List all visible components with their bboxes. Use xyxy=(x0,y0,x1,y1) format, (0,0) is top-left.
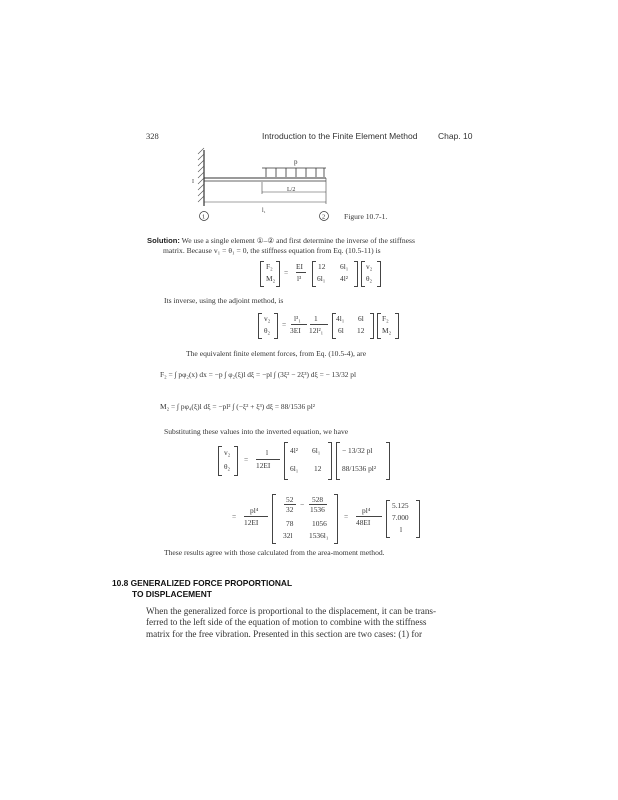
inverse-text: Its inverse, using the adjoint method, is xyxy=(164,296,284,305)
eq1-m22: 4l² xyxy=(340,274,348,283)
beam-figure xyxy=(190,146,350,228)
eq5-c1: 78 xyxy=(286,519,294,528)
eq2-coef-mid: 1 xyxy=(314,314,318,323)
eq5-r3: l xyxy=(400,525,403,534)
inverse-equation: v₂ θ₂ = l³₁ 3EI 1 12l²₁ 4l₁ 6l 6l 12 F₂ M₂ xyxy=(258,313,418,341)
node-1-label: 1 xyxy=(202,213,206,221)
eq1-lhs-bottom: M₂ xyxy=(266,274,276,283)
eq5-c2: 1056 xyxy=(312,519,327,528)
eq5-b1: 528 xyxy=(312,495,324,504)
eq5-a1: 52 xyxy=(286,495,294,504)
eq2-coef-den: 3EI xyxy=(290,326,301,335)
eq2-m11: 4l₁ xyxy=(336,314,345,323)
eq4-m11: 4l² xyxy=(290,446,298,455)
section-title-line-2: TO DISPLACEMENT xyxy=(132,589,212,599)
eq4-lhs-top: v₂ xyxy=(224,448,231,457)
eq2-m21: 6l xyxy=(338,326,344,335)
eq2-m12: 6l xyxy=(358,314,364,323)
section-heading xyxy=(112,578,292,600)
chapter-label: Chap. 10 xyxy=(438,131,473,141)
eq2-coef-num: l³₁ xyxy=(294,314,301,323)
load-label: p xyxy=(294,158,298,166)
eq5-b2: 1536 xyxy=(310,505,325,514)
running-title: Introduction to the Finite Element Method xyxy=(262,131,418,141)
stiffness-equation: F₂ M₂ = EI l³ 12 6l₁ 6l₁ 4l² v₂ θ₂ xyxy=(260,261,390,289)
left-label: I xyxy=(192,179,194,185)
section-title-line-1: GENERALIZED FORCE PROPORTIONAL xyxy=(130,578,293,588)
half-length-label: L/2 xyxy=(287,187,296,193)
eq1-m11: 12 xyxy=(318,262,326,271)
equivalent-forces-text: The equivalent finite element forces, from Eq. (10.5-4), are xyxy=(186,349,367,358)
eq4-coef-num: l xyxy=(266,448,269,457)
agreement-text: These results agree with those calculated from the area-moment method. xyxy=(164,548,385,557)
eq5-d1: 32l xyxy=(283,531,293,540)
length-label: l₁ xyxy=(262,208,266,214)
eq1-lhs-top: F₂ xyxy=(266,262,273,271)
eq5-coef2-num: pl⁴ xyxy=(362,506,371,515)
wall-hatching xyxy=(198,148,204,202)
eq5-r1: 5.125 xyxy=(392,501,409,510)
eq4-lhs-bottom: θ₂ xyxy=(224,462,231,471)
eq4-m22: 12 xyxy=(314,464,322,473)
eq5-coef-den: 12EI xyxy=(244,518,259,527)
eq1-vec-top: v₂ xyxy=(366,262,373,271)
section-paragraph xyxy=(146,606,544,640)
eq4-m21: 6l₁ xyxy=(290,464,299,473)
eq1-vec-bottom: θ₂ xyxy=(366,274,373,283)
section-number: 10.8 xyxy=(112,578,129,588)
figure-caption: Figure 10.7-1. xyxy=(344,212,388,221)
eq2-lhs-top: v₂ xyxy=(264,314,271,323)
eq2-coef-den2: 12l²₁ xyxy=(309,326,324,335)
eq4-coef-den: 12EI xyxy=(256,461,271,470)
paragraph-line-2: ferred to the left side of the equation of motion to combine with the stiffness xyxy=(146,617,427,628)
eq4-rhs-top: − 13/32 pl xyxy=(342,446,373,455)
moment-equation: M₂ = ∫ pφ₄(ξ)l dξ = −pl² ∫ (−ξ² + ξ³) dξ = 88/1536 pl² xyxy=(160,402,315,411)
cantilever-beam-diagram xyxy=(190,146,350,228)
paragraph-line-3: matrix for the free vibration. Presented in this section are two cases: (1) for xyxy=(146,628,423,639)
eq4-m12: 6l₁ xyxy=(312,446,321,455)
substituted-equation: v₂ θ₂ = l 12EI 4l² 6l₁ 6l₁ 12 − 13/32 pl 88/1536 pl² xyxy=(218,442,418,482)
substituting-text: Substituting these values into the inverted equation, we have xyxy=(164,427,349,436)
result-equation: = pl⁴ 12EI 52 32 − 528 1536 78 1056 32l 1536l₁ = pl⁴ 48EI 5.125 7.000 l xyxy=(232,494,442,546)
distributed-load-arrows xyxy=(266,168,324,177)
eq5-a2: 32 xyxy=(286,505,294,514)
eq2-vec-bottom: M₂ xyxy=(382,326,392,335)
solution-line-1: We use a single element ①–② and first determine the inverse of the stiffness xyxy=(181,236,415,245)
eq5-coef-num: pl⁴ xyxy=(250,506,259,515)
solution-paragraph xyxy=(147,236,477,256)
solution-label: Solution: xyxy=(147,236,180,245)
eq4-rhs-bottom: 88/1536 pl² xyxy=(342,464,377,473)
eq1-m12: 6l₁ xyxy=(340,262,349,271)
solution-line-2: matrix. Because v₁ = θ₁ = 0, the stiffness equation from Eq. (10.5-11) is xyxy=(163,246,381,255)
eq2-m22: 12 xyxy=(357,326,365,335)
eq1-m21: 6l₁ xyxy=(317,274,326,283)
eq1-coef-den: l³ xyxy=(297,274,302,283)
node-2-label: 2 xyxy=(322,213,326,221)
force-equation: F₂ = ∫ pφ₂(x) dx = −p ∫ φ₂(ξ)l dξ = −pl ∫ (3ξ² − 2ξ³) dξ = − 13/32 pl xyxy=(160,370,357,379)
eq2-vec-top: F₂ xyxy=(382,314,389,323)
eq5-r2: 7.000 xyxy=(392,513,409,522)
page-number: 328 xyxy=(146,131,159,141)
eq5-d2: 1536l₁ xyxy=(309,531,329,540)
eq5-coef2-den: 48EI xyxy=(356,518,371,527)
eq1-coef-num: EI xyxy=(296,262,303,271)
paragraph-line-1: When the generalized force is proportional to the displacement, it can be trans- xyxy=(146,606,437,616)
eq2-lhs-bottom: θ₂ xyxy=(264,326,271,335)
